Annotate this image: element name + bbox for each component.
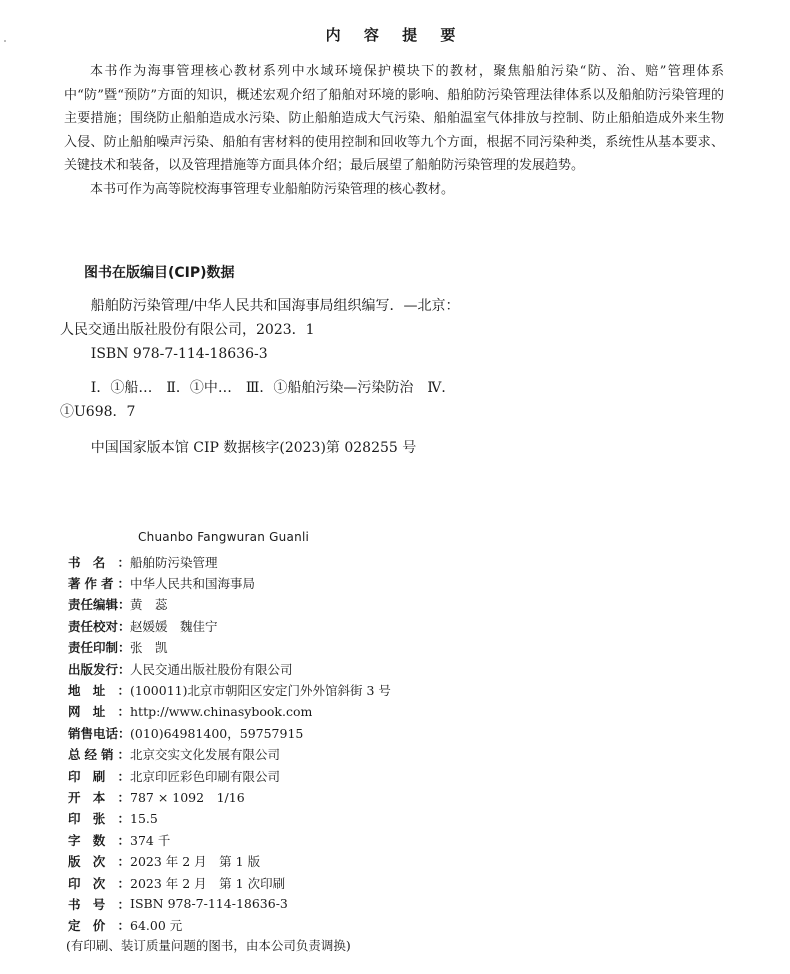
- info-value: 2023 年 2 月 第 1 版: [130, 854, 261, 870]
- info-value: 2023 年 2 月 第 1 次印刷: [130, 875, 286, 891]
- info-value: 15.5: [130, 810, 158, 826]
- info-row: [68, 744, 628, 765]
- cip-record-text: 船舶防污染管理/中华人民共和国海事局组织编写．—北京：人民交通出版社股份有限公司，2023．1: [60, 298, 460, 338]
- pinyin-title: Chuanbo Fangwuran Guanli: [138, 530, 310, 544]
- info-row: [68, 722, 628, 743]
- info-value: http://www.chinasybook.com: [130, 703, 313, 719]
- info-row: [68, 572, 628, 593]
- info-label: 印张：: [68, 811, 130, 827]
- info-row: [68, 786, 628, 807]
- info-value: 北京交实文化发展有限公司: [130, 747, 281, 763]
- info-value: (100011)北京市朝阳区安定门外外馆斜街 3 号: [130, 683, 391, 699]
- info-row: [68, 679, 628, 700]
- info-row: [68, 893, 628, 914]
- info-label: 网址：: [68, 704, 130, 720]
- info-label: 销售电话：: [68, 725, 131, 741]
- info-label: 开本：: [68, 789, 130, 805]
- info-row: [68, 808, 628, 829]
- cip-isbn: ISBN 978-7-114-18636-3: [90, 346, 268, 362]
- info-value: 黄 蕊: [130, 597, 168, 613]
- info-label: 责任编辑：: [68, 597, 131, 613]
- summary-paragraph: 本书可作为高等院校海事管理专业船舶防污染管理的核心教材。: [90, 181, 455, 197]
- info-label: 印刷：: [68, 768, 130, 784]
- info-value: (010)64981400，59757915: [130, 725, 304, 741]
- info-row: [68, 658, 628, 679]
- info-label: 字数：: [68, 832, 130, 848]
- info-row: [68, 551, 628, 572]
- info-label: 著作者：: [68, 576, 130, 592]
- info-label: 出版发行：: [68, 661, 131, 677]
- info-value: 北京印匠彩色印刷有限公司: [130, 768, 281, 784]
- info-row: [68, 829, 628, 850]
- info-row: [68, 872, 628, 893]
- summary-paragraph: 本书作为海事管理核心教材系列中水域环境保护模块下的教材，聚焦船舶污染“防、治、赔”管理体系中“防”暨“预防”方面的知识，概述宏观介绍了船舶对环境的影响、船舶防污染管理法律体系以及船舶防污染管理的主要措施；围绕防止船舶造成水污染、防止船舶造成大气污染、船舶温室气体排放与控制、防止船舶造成外来生物入侵、防止船舶噪声污染、船舶有害材料的使用控制和回收等九个方面，根据不同污染种类，系统性从基本要求、关键技术和装备，以及管理措施等方面具体介绍；最后展望了船舶防污染管理的发展趋势。: [64, 64, 724, 173]
- info-value: 张 凯: [130, 640, 168, 656]
- info-value: 中华人民共和国海事局: [130, 576, 256, 592]
- info-value: ISBN 978-7-114-18636-3: [130, 896, 288, 912]
- info-value: 64.00 元: [130, 918, 183, 934]
- info-row: [68, 594, 628, 615]
- info-label: 总经销：: [68, 747, 130, 763]
- info-row: [68, 615, 628, 636]
- info-label: 责任印制：: [68, 640, 131, 656]
- info-row: [68, 850, 628, 871]
- info-value: 374 千: [130, 832, 171, 848]
- info-label: 版次：: [68, 854, 130, 870]
- info-value: 787 × 1092 1/16: [130, 789, 245, 805]
- info-label: 书号：: [68, 896, 130, 912]
- cip-heading: 图书在版编目(CIP)数据: [84, 265, 235, 281]
- info-value: 人民交通出版社股份有限公司: [130, 661, 293, 677]
- publication-info: [68, 551, 628, 936]
- info-value: 赵媛媛 魏佳宁: [130, 618, 218, 634]
- summary-section: [64, 60, 724, 201]
- page-title: 内 容 提 要: [325, 26, 465, 44]
- info-label: 责任校对：: [68, 618, 131, 634]
- footer-note: (有印刷、装订质量问题的图书，由本公司负责调换): [66, 938, 351, 953]
- info-value: 船舶防污染管理: [130, 554, 218, 570]
- info-label: 书名：: [68, 554, 130, 570]
- info-row: [68, 915, 628, 936]
- info-row: [68, 765, 628, 786]
- info-row: [68, 637, 628, 658]
- info-label: 地址：: [68, 683, 130, 699]
- cip-record: [60, 294, 460, 460]
- info-label: 印次：: [68, 875, 130, 891]
- cip-library-number: 中国国家版本馆 CIP 数据核字(2023)第 028255 号: [90, 440, 417, 456]
- cip-classification: Ⅰ．①船… Ⅱ．①中… Ⅲ．①船舶污染—污染防治 Ⅳ．①U698．7: [60, 380, 456, 420]
- info-row: [68, 701, 628, 722]
- info-label: 定价：: [68, 918, 130, 934]
